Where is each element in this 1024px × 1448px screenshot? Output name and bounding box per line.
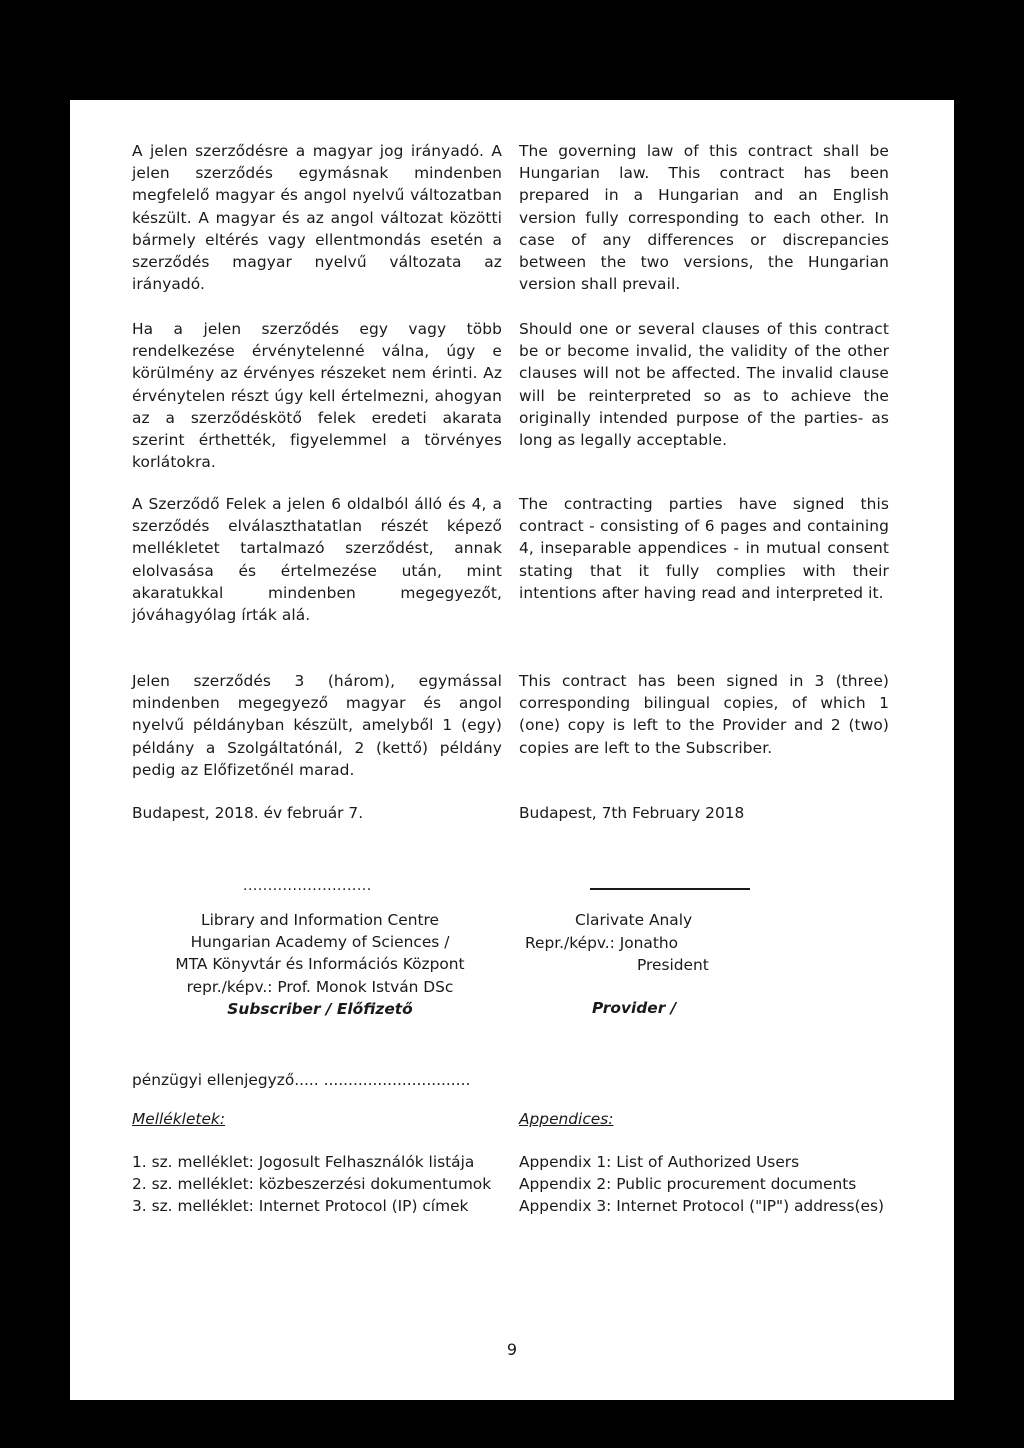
appendix-item-en-1: Appendix 1: List of Authorized Users [519, 1153, 800, 1171]
subscriber-representative: repr./képv.: Prof. Monok István DSc [186, 977, 454, 996]
paragraph-en-governing-law: The governing law of this contract shall be Hungarian law. This contract has been prepared in a Hungarian and an English version fully corresponding to each other. In case of any differences or discrepancies between the two versions, the Hungarian version shall prevail. [519, 142, 889, 294]
page-number: 9 [506, 1340, 518, 1359]
appendix-item-hu-3: 3. sz. melléklet: Internet Protocol (IP) címek [132, 1197, 469, 1216]
subscriber-name-line1: Library and Information Centre [201, 911, 439, 929]
appendix-item-hu-1: 1. sz. melléklet: Jogosult Felhasználók listája [132, 1153, 475, 1171]
appendices-heading-en: Appendices: [519, 1110, 614, 1128]
paragraph-en-signing: The contracting parties have signed this contract - consisting of 6 pages and containing 4, inseparable appendices - in mutual consent stating that it fully complies with their intentions after having read and interpreted it. [519, 495, 889, 602]
provider-name: Clarivate Analy [575, 911, 693, 929]
subscriber-name-line3: MTA Könyvtár és Információs Központ [175, 955, 465, 974]
provider-representative: Repr./képv.: Jonatho [525, 934, 679, 952]
appendix-item-en-3: Appendix 3: Internet Protocol ("IP") address(es) [519, 1197, 884, 1216]
provider-role: Provider / [592, 999, 677, 1017]
place-date-en: Budapest, 7th February 2018 [519, 804, 745, 822]
subscriber-signature-line: .......................... [243, 878, 372, 894]
paragraph-en-copies: This contract has been signed in 3 (three) corresponding bilingual copies, of which 1 (one) copy is left to the Provider and 2 (two) copies are left to the Subscriber. [519, 672, 889, 757]
provider-signature-line [590, 888, 750, 890]
subscriber-block [120, 909, 520, 1020]
appendices-heading-hu: Mellékletek: [132, 1110, 226, 1128]
subscriber-role: Subscriber / Előfizető [227, 999, 413, 1018]
paragraph-en-severability: Should one or several clauses of this contract be or become invalid, the validity of the other clauses will not be affected. The invalid clause will be reinterpreted so as to achieve the originally intended purpose of the parties- as long as legally acceptable. [519, 320, 889, 450]
appendix-item-en-2: Appendix 2: Public procurement documents [519, 1175, 857, 1194]
paragraph-hu-signing: A Szerződő Felek a jelen 6 oldalból álló és 4, a szerződés elválaszthatatlan részét képező mellékletet tartalmazó szerződést, annak elolvasása és értelmezése után, mint akaratukkal mindenben megegyezőt, jóváhagyólag írták alá. [132, 495, 502, 625]
financial-countersign: pénzügyi ellenjegyző..... .............................. [132, 1071, 471, 1089]
paragraph-hu-governing-law: A jelen szerződésre a magyar jog irányadó. A jelen szerződés egymásnak mindenben megfelelő magyar és angol nyelvű változatban készült. A magyar és az angol változat közötti bármely eltérés vagy ellentmondás esetén a szerződés magyar nyelvű változata az irányadó. [132, 142, 502, 294]
appendix-list-hu [132, 1151, 502, 1218]
subscriber-name-line2: Hungarian Academy of Sciences / [190, 933, 450, 952]
paragraph-hu-copies: Jelen szerződés 3 (három), egymással mindenben megegyező magyar és angol nyelvű példányban készült, amelyből 1 (egy) példány a Szolgáltatónál, 2 (kettő) példány pedig az Előfizetőnél marad. [132, 672, 502, 779]
appendix-list-en [519, 1151, 889, 1218]
place-date-hu: Budapest, 2018. év február 7. [132, 804, 364, 822]
paragraph-hu-severability: Ha a jelen szerződés egy vagy több rendelkezése érvénytelenné válna, úgy e körülmény az érvényes részeket nem érinti. Az érvénytelen részt úgy kell értelmezni, ahogyan az a szerződéskötő felek eredeti akarata szerint érthették, figyelemmel a törvényes korlátokra. [132, 320, 502, 472]
appendix-item-hu-2: 2. sz. melléklet: közbeszerzési dokumentumok [132, 1175, 492, 1194]
provider-title: President [637, 956, 709, 974]
